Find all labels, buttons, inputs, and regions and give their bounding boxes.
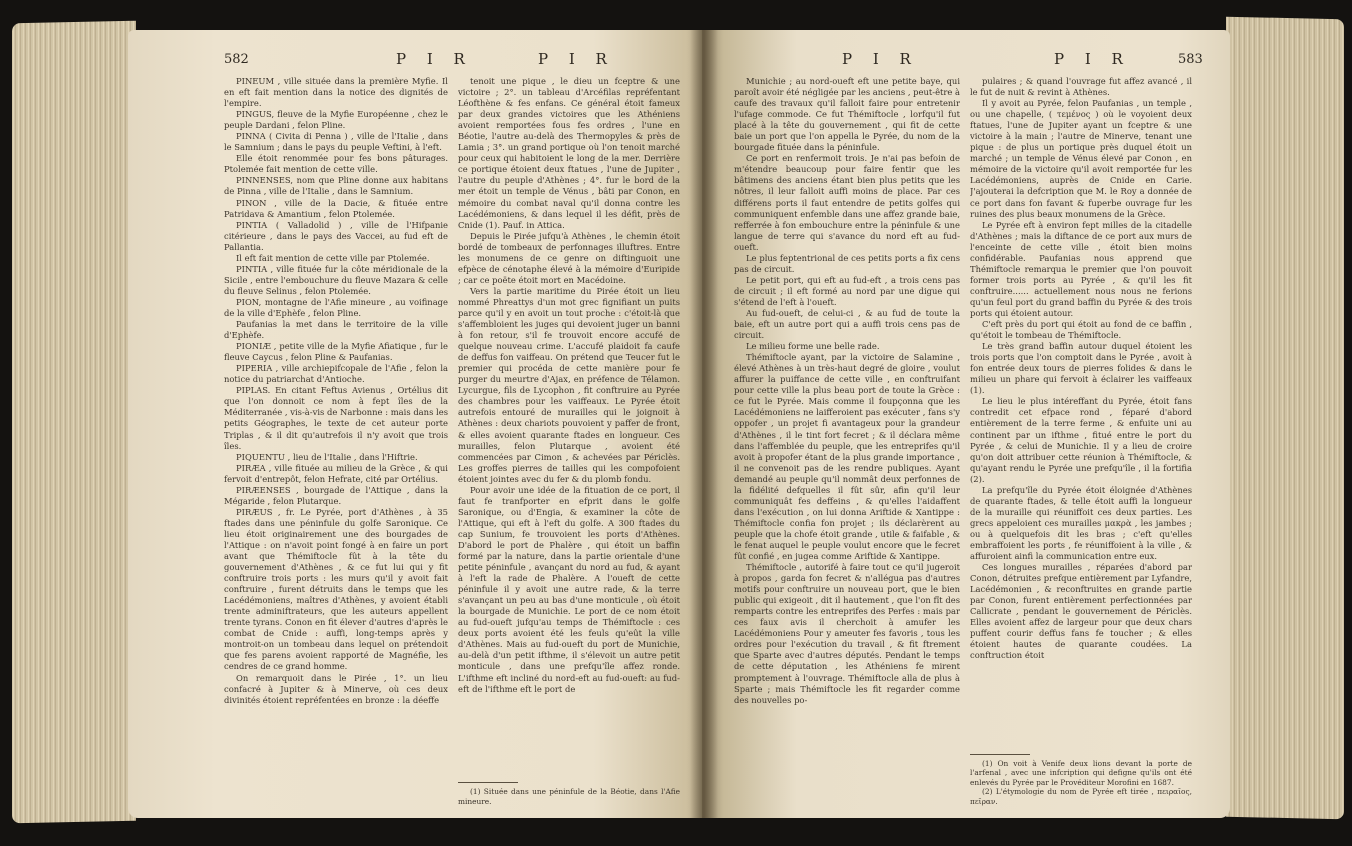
right-page-edges xyxy=(1226,17,1344,819)
entry-paragraph: PION, montagne de l'Afie mineure , au voifinage de la ville d'Ephèfe , felon Pline. xyxy=(224,296,448,318)
left-column-1 xyxy=(224,76,448,806)
entry-paragraph: pulaires ; & quand l'ouvrage fut affez avancé , il le fut de nuit & revint à Athènes. xyxy=(970,76,1192,98)
entry-paragraph: Le Pyrée eft à environ fept milles de la citadelle d'Athènes ; mais la diftance de ce port aux murs de l'enceinte de cette ville , étoit bien moins confidérable. Paufanias nous apprend que Thémiftocle remarqua le premier que l'on pouvoit former trois ports au Pyrée , & qu'il les fit conftruire...... actuellement nous nous ne ferions qu'un feul port du grand baffin du Pyrée & des trois ports qui étoient autour. xyxy=(970,219,1192,318)
entry-paragraph: La prefqu'île du Pyrée étoit éloignée d'Athènes de quarante ftades, & telle étoit auffi la longueur de la muraille qui réuniffoit ces deux parties. Les grecs appeloient ces murailles μακρὰ , les jambes ; ou à quelquefois dit les bras ; c'eft qu'elles embraffoient les ports , fe réuniffoient à la ville , & affuroient ainfi la communication entre eux. xyxy=(970,484,1192,562)
entry-paragraph: Pour avoir une idée de la fituation de ce port, il faut fe tranfporter en efprit dans le golfe Saronique, ou d'Engia, & examiner la côte de l'Attique, qui eft à l'eft du golfe. A 300 ftades du cap Sunium, fe trouvoient les ports d'Athènes. D'abord le port de Phalère , qui étoit un baffin formé par la nature, dans la partie orientale d'une petite péninfule , avançant du nord au fud, & ayant à l'eft la rade de Phalère. A l'oueft de cette péninfule il y avoit une autre rade, & la terre s'avançant un peu au bas d'une monticule , où étoit la bourgade de Munichie. Le port de ce nom étoit au fud-oueft jufqu'au temps de Thémiftocle : ces deux ports avoient été les feuls qu'eût la ville d'Athènes. Mais au fud-oueft du port de Munichie, au-delà d'un petit ifthme, il s'élevoit un autre petit monticule , dans une prefqu'île affez ronde. L'ifthme eft incliné du nord-eft au fud-oueft: au fud-eft de l'ifthme eft le port de xyxy=(458,484,680,694)
entry-paragraph: Paufanias la met dans le territoire de la ville d'Ephèfe. xyxy=(224,319,448,341)
entry-paragraph: PINTIA , ville fituée fur la côte méridionale de la Sicile , entre l'embouchure du fleuve Mazara & celle du fleuve Selinus , felon Ptolemée. xyxy=(224,263,448,296)
entry-paragraph: PIPLAS. En citant Feftus Avienus , Ortélius dit que l'on donnoit ce nom à fept îles de la Méditerranée , vis-à-vis de Narbonne : mais dans les petits Géographes, le texte de cet auteur porte Triplas , & il dit qu'autrefois il n'y avoit que trois îles. xyxy=(224,385,448,451)
left-running-head-col2: P I R xyxy=(538,50,615,68)
footnote-rule xyxy=(970,754,1030,755)
right-running-head-col1: P I R xyxy=(842,50,919,68)
entry-paragraph: Il eft fait mention de cette ville par Ptolemée. xyxy=(236,252,430,263)
entry-paragraph: C'eft près du port qui étoit au fond de ce baffin , qu'étoit le tombeau de Thémiftocle. xyxy=(970,319,1192,341)
right-column-1 xyxy=(734,76,960,806)
right-page xyxy=(702,30,1230,818)
entry-paragraph: On remarquoit dans le Pirée , 1°. un lieu confacré à Jupiter & à Minerve, où ces deux divinités étoient repréfentées en bronze : la déeffe xyxy=(224,672,448,705)
right-footnote-block xyxy=(970,748,1192,806)
entry-paragraph: Ces longues murailles , réparées d'abord par Conon, détruites prefque entièrement par Lyfandre, Lacédémonien , & reconftruites en grande partie par Conon, furent entièrement perfectionnées par Callicrate , pendant le gouvernement de Périclès. Elles avoient affez de largeur pour que deux chars puffent courir deffus fans fe toucher ; & elles étoient hautes de quarante coudées. La conftruction étoit xyxy=(970,562,1192,661)
right-running-head-col2: P I R xyxy=(1054,50,1131,68)
entry-paragraph: Le petit port, qui eft au fud-eft , a trois cens pas de circuit ; il eft formé au nord par une digue qui s'étend de l'eft à l'oueft. xyxy=(734,274,960,307)
left-page xyxy=(128,30,710,818)
right-column-2 xyxy=(970,76,1192,806)
entry-paragraph: PIPERIA , ville archiepifcopale de l'Afie , felon la notice du patriarchat d'Antioche. xyxy=(224,363,448,385)
entry-paragraph: Thémiftocle , autorifé à faire tout ce qu'il jugeroit à propos , garda fon fecret & n'allégua pas d'autres motifs pour conftruire un nouveau port, que le bien public qui exigeoit , dit il hautement , que l'on fît des remparts contre les entreprifes des Perfes : mais par ces faux avis il cherchoit à amufer les Lacédémoniens Pour y ameuter fes favoris , tous les ordres pour l'exécution du travail , & fit ftrement que Sparte avec d'autres députés. Pendant le temps de cette députation , les Athéniens fe mirent promptement à l'ouvrage. Thémiftocle alla de plus à Sparte ; mais Thémiftocle les fit regarder comme des nouvelles po- xyxy=(734,562,960,705)
footnote: (2) L'étymologie du nom de Pyrée eft tirée , πειραῖος, πεῖραν. xyxy=(970,787,1192,806)
entry-paragraph: Il y avoit au Pyrée, felon Paufanias , un temple , ou une chapelle, ( τεμένος ) où le voyoient deux ftatues, l'une de Jupiter ayant un fceptre & une victoire à la main ; l'autre de Minerve, tenant une pique : de plus un portique près duquel étoit un marché ; un temple de Vénus élevé par Conon , en mémoire de la victoire qu'il avoit remportée fur les Lacédémoniens, auprès de Cnide en Carie. J'ajouterai la defcription que M. le Roy a donnée de ce port dans fon favant & fuperbe ouvrage fur les ruines des plus beaux monumens de la Grèce. xyxy=(970,98,1192,219)
entry-paragraph: Munichie ; au nord-oueft eft une petite baye, qui paroît avoir été négligée par les anciens , peut-être à caufe des travaux qu'il falloit faire pour entretenir l'ufage commode. Ce fut Thémiftocle , lorfqu'il fut placé à la tête du gouvernement , qui fit de cette baie un port que l'on appella le Pyrée, du nom de la bourgade fituée dans la péninfule. xyxy=(734,76,960,153)
footnote: (1) On voit à Venife deux lions devant la porte de l'arfenal , avec une infcription qui defigne qu'ils ont été enlevés du Pyrée par le Provéditeur Morofini en 1687. xyxy=(970,758,1192,787)
entry-paragraph: Au fud-oueft, de celui-ci , & au fud de toute la baie, eft un autre port qui a auffi trois cens pas de circuit. xyxy=(734,307,960,341)
entry-paragraph: Elle étoit renommée pour fes bons pâturages. Ptolemée fait mention de cette ville. xyxy=(224,153,448,175)
left-column-2 xyxy=(458,76,680,806)
entry-paragraph: Le très grand baffin autour duquel étoient les trois ports que l'on comptoit dans le Pyrée , avoit à fon entrée deux tours de pierres folides & dans le milieu un phare qui fervoit à éclairer les vaiffeaux (1). xyxy=(970,341,1192,396)
entry-paragraph: Vers la partie maritime du Pirée étoit un lieu nommé Phreattys d'un mot grec fignifiant un puits parce qu'il y en avoit un tout proche : c'étoit-là que s'affembloient les juges qui devoient juger un banni à fon retour, s'il fe trouvoit encore accufé de quelque nouveau crime. L'accufé plaidoit fa caufe de deffus fon vaiffeau. On prétend que Teucer fut le premier qui procéda de cette manière pour fe purger du meurtre d'Ajax, en préfence de Télamon. Lycurgue, fils de Lycophon , fit conftruire au Pyrée des chambres pour les vaiffeaux. Le Pyrée étoit autrefois entouré de murailles qui le joignoit à Athènes : deux chariots pouvoient y paffer de front, & elles avoient quarante ftades en longueur. Ces murailles, felon Plutarque , avoient été commencées par Cimon , & achevées par Périclès. Les groffes pierres de tailles qui les compofoient étoient jointes avec du fer & du plomb fondu. xyxy=(458,285,680,484)
entry-paragraph: PIRÆA , ville fituée au milieu de la Grèce , & qui fervoit d'entrepôt, felon Hefrate, cité par Ortélius. xyxy=(224,462,448,484)
left-footnote-block xyxy=(458,776,680,806)
entry-paragraph: Le lieu le plus intéreffant du Pyrée, étoit fans contredit cet efpace rond , féparé d'abord entièrement de la terre ferme , & enfuite uni au continent par un ifthme , fitué entre le port du Pyrée , & celui de Munichie. Il y a lieu de croire qu'on doit attribuer cette réunion à Thémiftocle, & qu'ayant rendu le Pyrée une prefqu'île , il la fortifia (2). xyxy=(970,396,1192,484)
entry-paragraph: PINON , ville de la Dacie, & fituée entre Patridava & Amantium , felon Ptolemée. xyxy=(224,197,448,219)
entry-paragraph: Depuis le Pirée jufqu'à Athènes , le chemin étoit bordé de tombeaux de perfonnages illuftres. Entre les monumens de ce genre on diftinguoit une efpèce de cénotaphe élevé à la mémoire d'Euripide ; car ce poëte étoit mort en Macédoine. xyxy=(458,230,680,285)
entry-paragraph: PINNA ( Civita di Penna ) , ville de l'Italie , dans le Samnium ; dans le pays du peuple Veftini, à l'eft. xyxy=(224,131,448,153)
footnote-rule xyxy=(458,782,518,783)
entry-paragraph: tenoit une pique , le dieu un fceptre & une victoire ; 2°. un tableau d'Arcéfilas repréfentant Léofthène & fes enfans. Ce général étoit fameux par deux grandes victoires que les Athéniens avoient remportées fous fes ordres , l'une en Béotie, l'autre au-delà des Thermopyles & près de Lamia ; 3°. un grand portique où l'on tenoit marché pour ceux qui habitoient le long de la mer. Derrière ce portique étoient deux ftatues , l'une de Jupiter , l'autre du peuple d'Athènes ; 4°. fur le bord de la mer étoit un temple de Vénus , bâti par Conon, en mémoire du combat naval qu'il donna contre les Lacédémoniens, & dans lequel il les défit, près de Cnide (1). Pauf. in Attica. xyxy=(458,76,680,230)
right-page-number: 583 xyxy=(1178,52,1203,67)
entry-paragraph: Le milieu forme une belle rade. xyxy=(746,341,880,352)
entry-paragraph: PINNENSES, nom que Pline donne aux habitans de Pinna , ville de l'Italie , dans le Samnium. xyxy=(224,175,448,197)
entry-paragraph: Thémiftocle ayant, par la victoire de Salamine , élevé Athènes à un très-haut degré de gloire , voulut affurer la puiffance de cette ville , en conftruifant pour cette ville la plus beau port de toute la Grèce : ce fut le Pyrée. Mais comme il foupçonna que les Lacédémoniens ne laifferoient pas exécuter , fans s'y oppofer , un projet fi avantageux pour la grandeur d'Athènes , il le tint fort fecret ; & il déclara même dans l'affemblée du peuple, que les entreprifes qu'il avoit à propofer étant de la plus grande importance , il ne convenoit pas de les rendre publiques. Ayant demandé au peuple qu'il nommât deux perfonnes de la fidélité defquelles il fût sûr, afin qu'il leur communiquât fes deffeins , & qu'elles l'aidaffent dans l'exécution , on lui donna Ariftide & Xantippe : Thémiftocle confia fon projet ; ils déclarèrent au peuple que la chofe étoit grande , utile & faifable , & le fenat auquel le peuple voulut encore que le fecret fût confié , en jugea comme Ariftide & Xantippe. xyxy=(734,352,960,562)
footnote: (1) Située dans une péninfule de la Béotie, dans l'Afie mineure. xyxy=(458,787,680,806)
entry-paragraph: Ce port en renfermoit trois. Je n'ai pas befoin de m'étendre beaucoup pour faire fentir que les bâtimens des anciens étant bien plus petits que les nôtres, il leur falloit auffi moins de place. Par ces différens ports il faut entendre de petits golfes qui communiquent enfemble dans une affez grande baie, refferrée à fon embouchure entre la péninfule & une langue de terre qui s'avance du nord eft au fud-oueft. xyxy=(734,153,960,252)
entry-paragraph: PIQUENTU , lieu de l'Italie , dans l'Hiftrie. xyxy=(236,451,418,462)
entry-paragraph: PIRÆENSES , bourgade de l'Attique , dans la Mégaride , felon Plutarque. xyxy=(224,484,448,506)
entry-paragraph: PIONIÆ , petite ville de la Myfie Afiatique , fur le fleuve Caycus , felon Pline & Paufanias. xyxy=(224,341,448,363)
entry-paragraph: Le plus feptentrional de ces petits ports a fix cens pas de circuit. xyxy=(734,252,960,274)
left-page-edges xyxy=(12,21,136,824)
left-page-number: 582 xyxy=(224,52,249,67)
entry-paragraph: PINTIA ( Valladolid ) , ville de l'Hifpanie citérieure , dans le pays des Vaccei, au fud eft de Pallantia. xyxy=(224,219,448,252)
left-running-head-col1: P I R xyxy=(396,50,473,68)
book-gutter-shadow xyxy=(690,30,718,818)
entry-paragraph: PINGUS, fleuve de la Myfie Européenne , chez le peuple Dardani , felon Pline. xyxy=(224,109,448,131)
entry-paragraph: PIRÆUS , fr. Le Pyrée, port d'Athènes , à 35 ftades dans une péninfule du golfe Saronique. Ce lieu étoit originairement une des bourgades de l'Attique : on n'avoit point fongé à en faire un port avant que Thémiftocle fût à la tête du gouvernement d'Athènes , & ce fut lui qui y fit conftruire trois ports : les murs qu'il y avoit fait conftruire , furent détruits dans le temps que les Lacédémoniens, maîtres d'Athènes, y avoient établi trente adminiftrateurs, que les auteurs appellent trente tyrans. Conon en fit élever d'autres d'après le combat de Cnide : auffi, long-temps après y montroit-on un tombeau dans lequel on prétendoit que fes parens avoient rapporté de Magnéfie, les cendres de ce grand homme. xyxy=(224,506,448,672)
entry-paragraph: PINEUM , ville située dans la première Myfie. Il en eft fait mention dans la notice des dignités de l'empire. xyxy=(224,76,448,109)
